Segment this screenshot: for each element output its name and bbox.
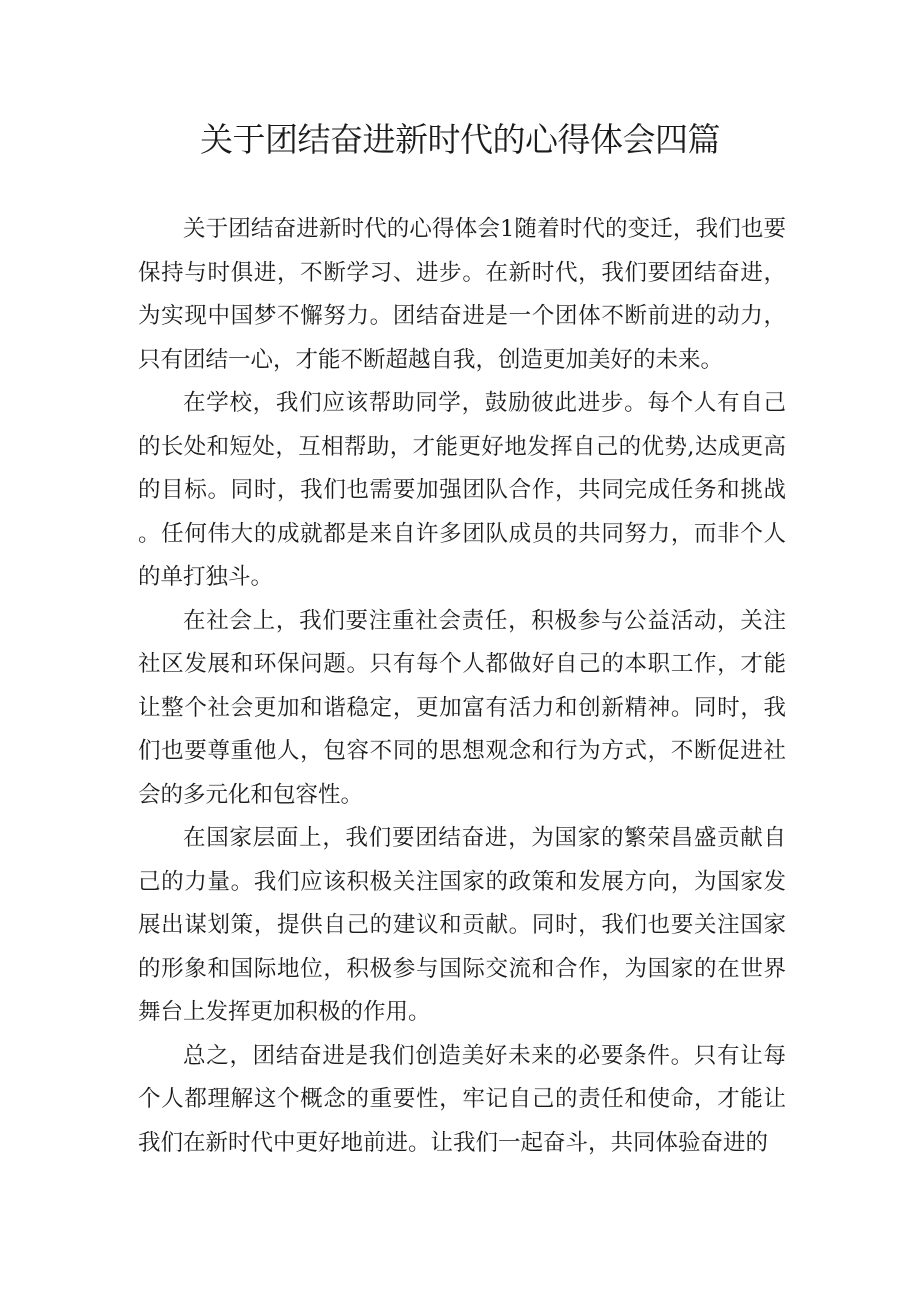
paragraph-4: 在国家层面上，我们要团结奋进，为国家的繁荣昌盛贡献自己的力量。我们应该积极关注国家的政策和发展方向，为国家发展出谋划策，提供自己的建议和贡献。同时，我们也要关注国家的形象和国际地位，积极参与国际交流和合作，为国家的在世界舞台上发挥更加积极的作用。 [138, 825, 786, 1025]
paragraph-1: 关于团结奋进新时代的心得体会1随着时代的变迁，我们也要保持与时俱进，不断学习、进步。在新时代，我们要团结奋进，为实现中国梦不懈努力。团结奋进是一个团体不断前进的动力，只有团结一心，才能不断超越自我，创造更加美好的未来。 [138, 216, 786, 373]
paragraph-3: 在社会上，我们要注重社会责任，积极参与公益活动，关注社区发展和环保问题。只有每个人都做好自己的本职工作，才能让整个社会更加和谐稳定，更加富有活力和创新精神。同时，我们也要尊重他人，包容不同的思想观念和行为方式，不断促进社会的多元化和包容性。 [138, 607, 786, 808]
paragraph-2: 在学校，我们应该帮助同学，鼓励彼此进步。每个人有自己的长处和短处，互相帮助，才能更好地发挥自己的优势,达成更高的目标。同时，我们也需要加强团队合作，共同完成任务和挑战。任何伟大的成就都是来自许多团队成员的共同努力，而非个人的单打独斗。 [138, 390, 786, 590]
paragraph-5: 总之，团结奋进是我们创造美好未来的必要条件。只有让每个人都理解这个概念的重要性，牢记自己的责任和使命，才能让我们在新时代中更好地前进。让我们一起奋斗，共同体验奋进的 [138, 1042, 786, 1156]
document-title: 关于团结奋进新时代的心得体会四篇 [200, 120, 720, 159]
document-body [138, 208, 786, 1165]
